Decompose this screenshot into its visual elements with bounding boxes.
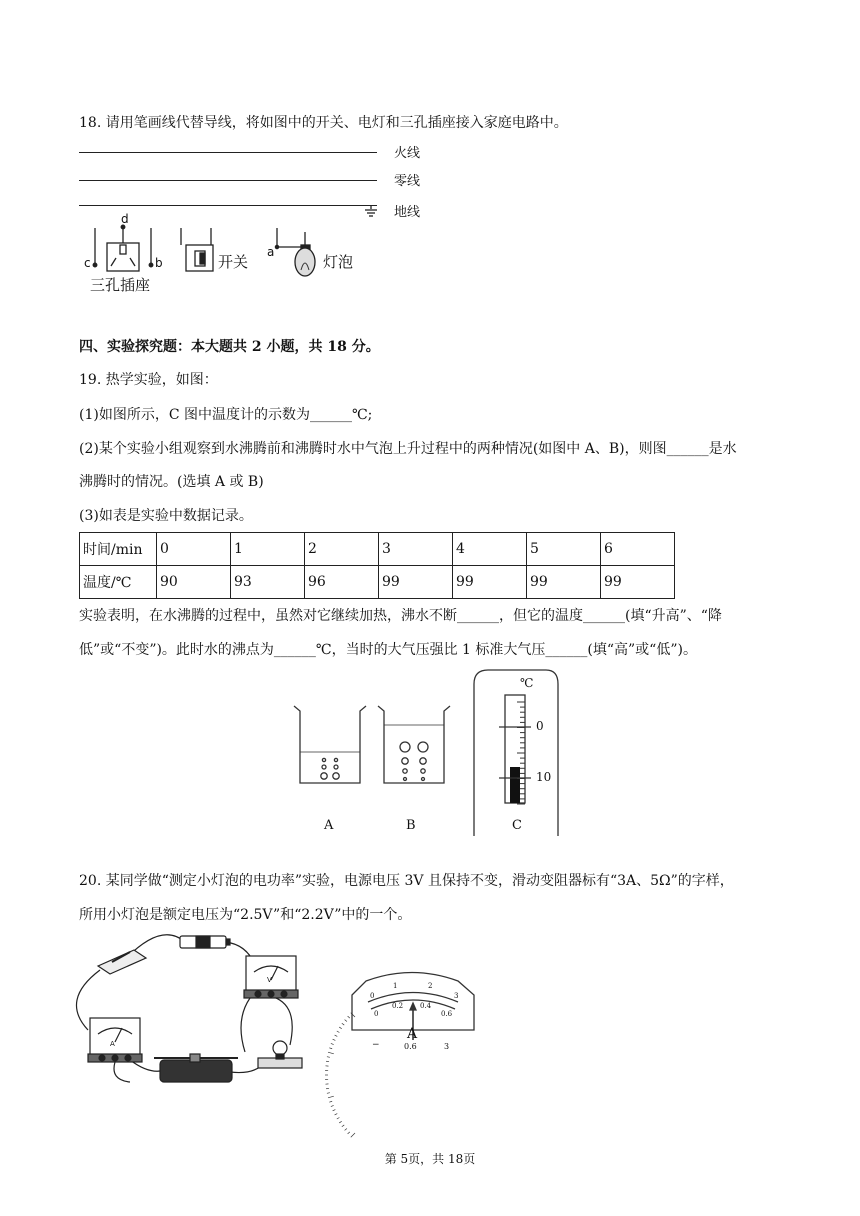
table-cell: 99 bbox=[379, 566, 453, 599]
q19-conclusion-line1: 实验表明，在水沸腾的过程中，虽然对它继续加热，沸水不断______，但它的温度______(填“升高”、“降 bbox=[79, 608, 722, 624]
switch-label: 开关 bbox=[218, 253, 249, 271]
dial-tick bbox=[333, 1039, 336, 1040]
dial-tick bbox=[329, 1048, 332, 1049]
ammeter-icon bbox=[88, 1018, 142, 1062]
page-footer: 第 5页，共 18页 bbox=[384, 1152, 476, 1166]
dial-tick bbox=[337, 1118, 340, 1120]
dial-tick bbox=[331, 1043, 334, 1044]
dial-symbol: A bbox=[407, 1026, 418, 1042]
q19-conclusion-line2: 低”或“不变”)。此时水的沸点为______℃，当时的大气压强比 1 标准大气压______(填“高”或“低”)。 bbox=[79, 642, 697, 658]
dial-tick bbox=[337, 1031, 340, 1033]
bulb-label: 灯泡 bbox=[323, 253, 354, 271]
q20-line2: 所用小灯泡是额定电压为“2.5V”和“2.2V”中的一个。 bbox=[79, 907, 412, 923]
dial-tick bbox=[339, 1027, 342, 1029]
dial-tick bbox=[331, 1105, 334, 1106]
table-cell: 3 bbox=[379, 533, 453, 566]
socket-terminal-b: b bbox=[155, 256, 163, 270]
ground-wire-label: 地线 bbox=[394, 205, 421, 220]
q20-line1: 20. 某同学做“测定小灯泡的电功率”实验，电源电压 3V 且保持不变，滑动变阻器标有“3A、5Ω”的字样， bbox=[79, 873, 734, 889]
table-cell: 90 bbox=[157, 566, 231, 599]
dial-terminal-3: 3 bbox=[444, 1042, 450, 1051]
thermometer-label-0: 0 bbox=[536, 719, 544, 733]
q19-part2-line1: (2)某个实验小组观察到水沸腾前和沸腾时水中气泡上升过程中的两种情况(如图中 A、B)，则图______是水 bbox=[79, 441, 737, 457]
table-cell: 2 bbox=[305, 533, 379, 566]
dial-terminal-06: 0.6 bbox=[404, 1042, 417, 1051]
q19-part2-line2: 沸腾时的情况。(选填 A 或 B) bbox=[79, 474, 264, 490]
dial-lower-04: 0.4 bbox=[420, 1002, 432, 1010]
dial-tick bbox=[329, 1101, 332, 1102]
circuit-ammeter-label: A bbox=[110, 1040, 115, 1048]
q18-text: 18. 请用笔画线代替导线，将如图中的开关、电灯和三孔插座接入家庭电路中。 bbox=[79, 115, 568, 131]
dial-tick bbox=[327, 1057, 330, 1058]
q19-part3: (3)如表是实验中数据记录。 bbox=[79, 508, 253, 524]
table-cell: 0 bbox=[157, 533, 231, 566]
bulb-base-icon bbox=[258, 1041, 302, 1068]
dial-upper-1: 1 bbox=[393, 982, 398, 990]
table-cell: 93 bbox=[231, 566, 305, 599]
dial-tick bbox=[351, 1133, 355, 1137]
table-cell: 99 bbox=[527, 566, 601, 599]
neutral-wire-label: 零线 bbox=[394, 174, 421, 189]
dial-tick bbox=[339, 1121, 342, 1123]
dial-tick bbox=[335, 1114, 338, 1115]
dial-tick bbox=[328, 1096, 334, 1098]
figure-label-c: C bbox=[512, 818, 522, 833]
table-header-temp: 温度/℃ bbox=[80, 566, 157, 599]
dial-lower-02: 0.2 bbox=[392, 1002, 404, 1010]
dial-tick bbox=[345, 1128, 347, 1130]
socket-terminal-c: c bbox=[84, 256, 91, 270]
table-cell: 4 bbox=[453, 533, 527, 566]
section-title: 四、实验探究题：本大题共 2 小题，共 18 分。 bbox=[79, 339, 380, 355]
rheostat-icon bbox=[154, 1054, 238, 1082]
circuit-voltmeter-label: V bbox=[267, 976, 272, 984]
dial-tick bbox=[345, 1020, 347, 1022]
dial-tick bbox=[327, 1093, 330, 1094]
q19-part1: (1)如图所示，C 图中温度计的示数为______℃; bbox=[79, 407, 373, 423]
dial-tick bbox=[342, 1023, 344, 1025]
table-cell: 6 bbox=[601, 533, 675, 566]
dial-upper-2: 2 bbox=[428, 982, 433, 990]
dial-lower-0: 0 bbox=[374, 1010, 379, 1018]
thermometer-unit: ℃ bbox=[520, 676, 534, 690]
dial-upper-0: 0 bbox=[370, 992, 375, 1000]
dial-tick bbox=[333, 1110, 336, 1111]
dial-terminal-minus: − bbox=[372, 1040, 380, 1050]
dial-tick bbox=[348, 1016, 350, 1018]
table-cell: 5 bbox=[527, 533, 601, 566]
table-header-time: 时间/min bbox=[80, 533, 157, 566]
figure-label-a: A bbox=[324, 818, 334, 833]
bulb-terminal-a: a bbox=[267, 245, 275, 259]
table-cell: 99 bbox=[601, 566, 675, 599]
dial-tick bbox=[328, 1052, 334, 1054]
dial-tick bbox=[342, 1125, 344, 1127]
table-cell: 1 bbox=[231, 533, 305, 566]
live-wire-label: 火线 bbox=[394, 146, 421, 161]
figure-label-b: B bbox=[406, 818, 416, 833]
battery-icon bbox=[180, 936, 230, 948]
q19-intro: 19. 热学实验，如图： bbox=[79, 372, 218, 388]
dial-lower-06: 0.6 bbox=[441, 1010, 453, 1018]
thermometer-label-10: 10 bbox=[536, 770, 552, 784]
table-cell: 99 bbox=[453, 566, 527, 599]
socket-terminal-d: d bbox=[121, 212, 129, 226]
table-cell: 96 bbox=[305, 566, 379, 599]
dial-tick bbox=[335, 1035, 338, 1036]
ammeter-dial-ticks bbox=[325, 1013, 355, 1137]
socket-label: 三孔插座 bbox=[90, 276, 151, 294]
knife-switch-icon bbox=[98, 950, 146, 974]
dial-upper-3: 3 bbox=[454, 992, 459, 1000]
dial-tick bbox=[348, 1132, 350, 1134]
